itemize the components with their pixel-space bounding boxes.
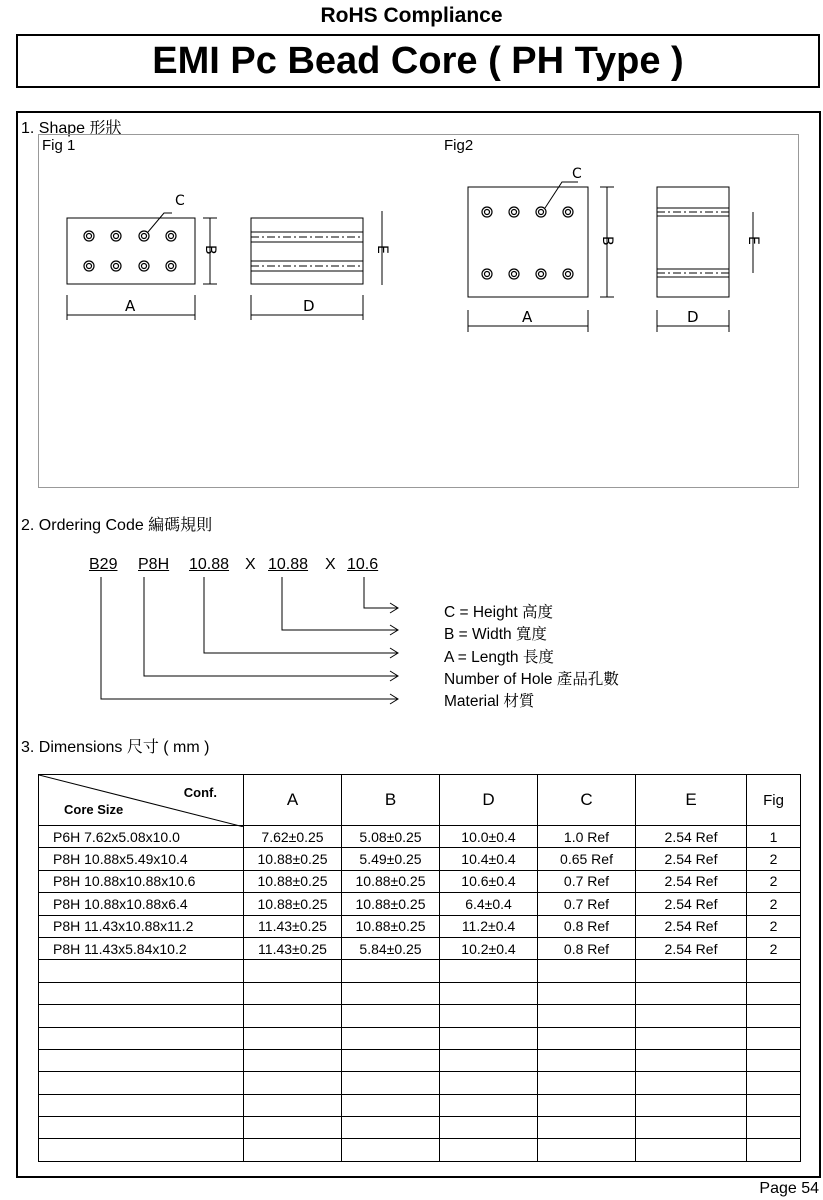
empty-cell: [538, 982, 636, 1004]
empty-cell: [747, 1139, 801, 1161]
fig1-holes: [84, 231, 176, 271]
empty-cell: [636, 982, 747, 1004]
rohs-compliance-heading: RoHS Compliance: [320, 4, 503, 27]
col-header-c: C: [538, 775, 636, 826]
table-cell: 10.88±0.25: [244, 870, 342, 892]
empty-table-row: [39, 982, 801, 1004]
empty-table-row: [39, 1117, 801, 1139]
fig1-side-view: [251, 218, 363, 284]
fig1-label: Fig 1: [42, 137, 76, 154]
fig2-label: Fig2: [444, 137, 474, 154]
table-cell: 11.43±0.25: [244, 937, 342, 959]
fig2-dim-d: D: [687, 308, 699, 326]
empty-cell: [747, 1094, 801, 1116]
empty-cell: [39, 1139, 244, 1161]
table-cell: 2: [747, 848, 801, 870]
table-cell: 5.08±0.25: [342, 826, 440, 848]
table-cell: 7.62±0.25: [244, 826, 342, 848]
empty-cell: [244, 960, 342, 982]
col-header-e: E: [636, 775, 747, 826]
empty-cell: [39, 1049, 244, 1071]
fig2-dim-e: E: [745, 236, 761, 245]
legend-height: C = Height 高度: [444, 604, 553, 621]
empty-table-row: [39, 1049, 801, 1071]
table-row: [39, 826, 801, 848]
empty-cell: [747, 1049, 801, 1071]
table-cell: 6.4±0.4: [440, 893, 538, 915]
empty-cell: [747, 1005, 801, 1027]
legend-length: A = Length 長度: [444, 649, 554, 666]
empty-cell: [636, 1072, 747, 1094]
empty-cell: [636, 960, 747, 982]
code-material: B29: [89, 556, 118, 573]
fig1-dim-d: D: [303, 297, 315, 315]
fig2-dim-a: A: [522, 308, 533, 326]
empty-cell: [342, 1117, 440, 1139]
empty-cell: [538, 1094, 636, 1116]
table-cell: 10.88±0.25: [342, 893, 440, 915]
conf-label: Conf.: [183, 785, 217, 800]
empty-cell: [440, 960, 538, 982]
table-cell: 11.43±0.25: [244, 915, 342, 937]
empty-cell: [440, 1027, 538, 1049]
empty-cell: [538, 1027, 636, 1049]
code-holes: P8H: [138, 556, 170, 573]
table-cell: 10.88±0.25: [244, 893, 342, 915]
empty-cell: [244, 1072, 342, 1094]
table-row: [39, 848, 801, 870]
empty-cell: [636, 1117, 747, 1139]
corner-header: [39, 775, 244, 826]
code-height: 10.6: [347, 556, 379, 573]
empty-cell: [440, 1072, 538, 1094]
ordering-arrows: [80, 575, 410, 710]
core-size-cell: P8H 11.43x5.84x10.2: [39, 937, 244, 959]
empty-cell: [39, 982, 244, 1004]
table-cell: 10.6±0.4: [440, 870, 538, 892]
empty-cell: [747, 1027, 801, 1049]
table-cell: 2: [747, 870, 801, 892]
empty-table-row: [39, 1139, 801, 1161]
empty-cell: [244, 1049, 342, 1071]
empty-cell: [39, 1117, 244, 1139]
empty-cell: [244, 982, 342, 1004]
empty-cell: [39, 1094, 244, 1116]
table-cell: 5.49±0.25: [342, 848, 440, 870]
empty-cell: [538, 1072, 636, 1094]
fig2-drawing: [460, 160, 770, 340]
empty-table-row: [39, 1027, 801, 1049]
table-cell: 0.65 Ref: [538, 848, 636, 870]
empty-cell: [747, 982, 801, 1004]
empty-cell: [244, 1005, 342, 1027]
empty-cell: [440, 1049, 538, 1071]
fig2-holes: [482, 207, 573, 279]
empty-cell: [342, 1094, 440, 1116]
table-cell: 10.2±0.4: [440, 937, 538, 959]
empty-cell: [342, 1072, 440, 1094]
table-cell: 2: [747, 915, 801, 937]
fig1-drawing: [60, 185, 390, 325]
fig2-dim-b: B: [599, 236, 615, 246]
table-cell: 1: [747, 826, 801, 848]
empty-cell: [538, 960, 636, 982]
col-header-fig: Fig: [747, 775, 801, 826]
shape-heading: 1. Shape 形狀: [21, 120, 122, 137]
table-row: [39, 915, 801, 937]
dimensions-table: [38, 774, 801, 1162]
table-cell: 10.88±0.25: [342, 870, 440, 892]
legend-width: B = Width 寬度: [444, 626, 547, 643]
empty-cell: [342, 1027, 440, 1049]
empty-cell: [342, 1005, 440, 1027]
empty-cell: [244, 1027, 342, 1049]
table-cell: 10.88±0.25: [244, 848, 342, 870]
empty-cell: [747, 1072, 801, 1094]
empty-cell: [440, 1094, 538, 1116]
code-width: 10.88: [268, 556, 309, 573]
empty-cell: [636, 1005, 747, 1027]
fig1-dim-e: E: [374, 245, 390, 254]
col-header-b: B: [342, 775, 440, 826]
empty-cell: [747, 1117, 801, 1139]
core-size-cell: P8H 10.88x10.88x6.4: [39, 893, 244, 915]
core-size-cell: P8H 10.88x10.88x10.6: [39, 870, 244, 892]
empty-cell: [342, 1139, 440, 1161]
table-cell: 10.0±0.4: [440, 826, 538, 848]
empty-cell: [342, 1049, 440, 1071]
empty-cell: [538, 1049, 636, 1071]
page-title: EMI Pc Bead Core ( PH Type ): [16, 34, 820, 88]
code-separator: X: [325, 556, 336, 573]
fig2-top-view: [468, 187, 588, 297]
fig2-side-view: [657, 187, 729, 297]
corner-diagonal: [39, 775, 244, 827]
empty-cell: [440, 982, 538, 1004]
empty-cell: [636, 1049, 747, 1071]
table-row: [39, 893, 801, 915]
col-header-d: D: [440, 775, 538, 826]
empty-cell: [636, 1027, 747, 1049]
table-cell: 5.84±0.25: [342, 937, 440, 959]
col-header-a: A: [244, 775, 342, 826]
table-cell: 0.8 Ref: [538, 915, 636, 937]
empty-cell: [538, 1117, 636, 1139]
empty-cell: [538, 1005, 636, 1027]
empty-cell: [244, 1139, 342, 1161]
core-size-label: Core Size: [64, 802, 124, 817]
ordering-heading: 2. Ordering Code 編碼規則: [21, 517, 213, 534]
empty-cell: [244, 1117, 342, 1139]
table-cell: 0.7 Ref: [538, 893, 636, 915]
table-cell: 1.0 Ref: [538, 826, 636, 848]
empty-cell: [538, 1139, 636, 1161]
fig1-dim-b: B: [202, 245, 218, 255]
legend-holes: Number of Hole 產品孔數: [444, 671, 619, 688]
dimensions-heading: 3. Dimensions 尺寸 ( mm ): [21, 739, 210, 756]
table-cell: 2: [747, 893, 801, 915]
empty-cell: [440, 1117, 538, 1139]
table-row: [39, 937, 801, 959]
code-separator: X: [245, 556, 256, 573]
empty-cell: [39, 1072, 244, 1094]
fig1-dim-c: C: [175, 193, 185, 209]
fig1-dim-a: A: [125, 297, 136, 315]
fig1-top-view: [67, 218, 195, 284]
table-cell: 10.88±0.25: [342, 915, 440, 937]
table-cell: 0.7 Ref: [538, 870, 636, 892]
table-cell: 2.54 Ref: [636, 870, 747, 892]
legend-material: Material 材質: [444, 693, 535, 710]
table-cell: 2: [747, 937, 801, 959]
empty-cell: [342, 982, 440, 1004]
core-size-cell: P8H 10.88x5.49x10.4: [39, 848, 244, 870]
empty-table-row: [39, 1072, 801, 1094]
empty-table-row: [39, 960, 801, 982]
empty-cell: [244, 1094, 342, 1116]
empty-cell: [39, 1027, 244, 1049]
empty-cell: [636, 1139, 747, 1161]
table-cell: 11.2±0.4: [440, 915, 538, 937]
empty-cell: [39, 1005, 244, 1027]
table-cell: 2.54 Ref: [636, 826, 747, 848]
empty-cell: [440, 1139, 538, 1161]
table-cell: 0.8 Ref: [538, 937, 636, 959]
empty-table-row: [39, 1094, 801, 1116]
table-cell: 2.54 Ref: [636, 848, 747, 870]
table-cell: 10.4±0.4: [440, 848, 538, 870]
table-row: [39, 870, 801, 892]
core-size-cell: P8H 11.43x10.88x11.2: [39, 915, 244, 937]
empty-cell: [440, 1005, 538, 1027]
empty-cell: [636, 1094, 747, 1116]
empty-table-row: [39, 1005, 801, 1027]
empty-cell: [39, 960, 244, 982]
core-size-cell: P6H 7.62x5.08x10.0: [39, 826, 244, 848]
code-length: 10.88: [189, 556, 230, 573]
table-cell: 2.54 Ref: [636, 893, 747, 915]
table-cell: 2.54 Ref: [636, 937, 747, 959]
empty-cell: [342, 960, 440, 982]
page-number: Page 54: [759, 1180, 819, 1197]
table-cell: 2.54 Ref: [636, 915, 747, 937]
empty-cell: [747, 960, 801, 982]
fig2-dim-c: C: [572, 166, 582, 182]
